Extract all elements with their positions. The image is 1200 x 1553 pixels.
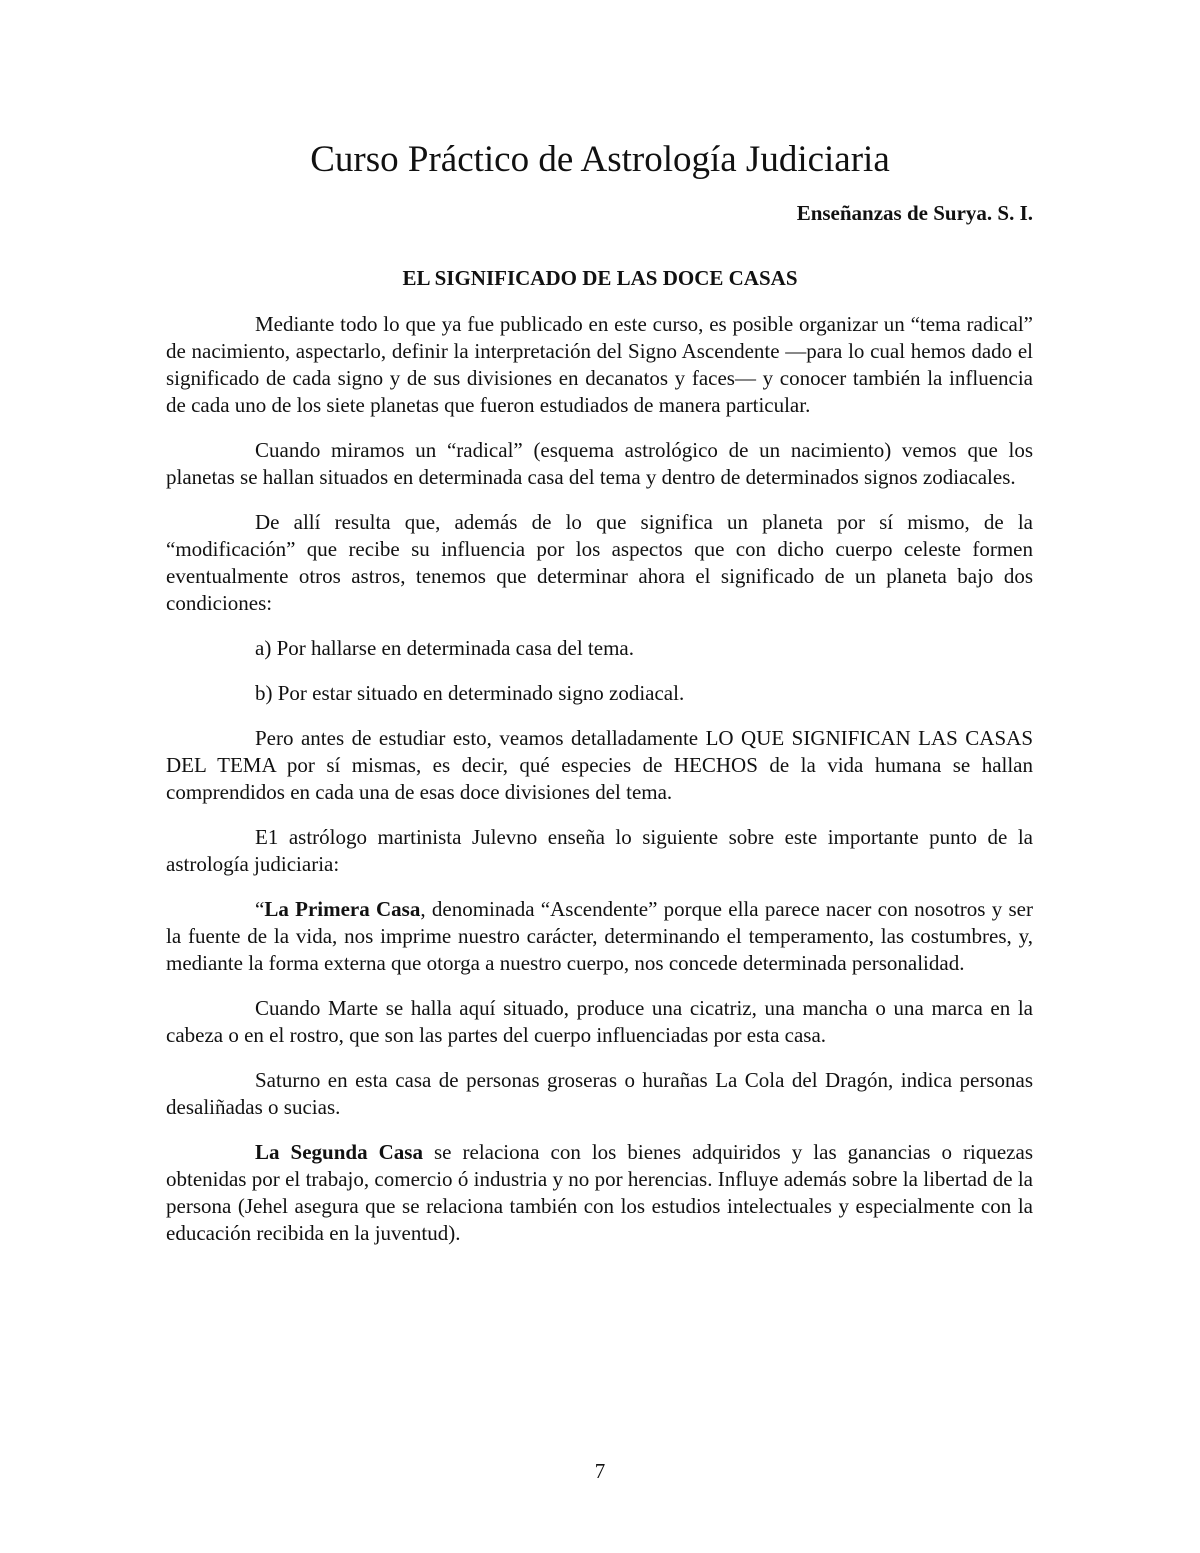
paragraph: Saturno en esta casa de personas groseras o hurañas La Cola del Dragón, indica personas desaliñadas o sucias. [166,1068,1033,1119]
paragraph-segunda-casa [166,1139,1033,1247]
segunda-casa-text: se relaciona con los bienes adquiridos y las ganancias o riquezas obtenidas por el trabajo, comercio ó industria y no por herencias. Influye además sobre la libertad de la persona (Jehel asegura que se relaciona también con los estudios intelectuales y especialmente con la educación recibida en la juventud). [166,1140,1033,1245]
open-quote: “ [255,897,265,921]
body-text [166,311,1033,1265]
paragraph-primera-casa [166,896,1033,977]
document-title: Curso Práctico de Astrología Judiciaria [310,139,890,180]
paragraph: Mediante todo lo que ya fue publicado en este curso, es posible organizar un “tema radical” de nacimiento, aspectarlo, definir la interpretación del Signo Ascendente —para lo cual hemos dado el significado de cada signo y de sus divisiones en decanatos y faces— y conocer también la influencia de cada uno de los siete planetas que fueron estudiados de manera particular. [166,312,1033,417]
paragraph: Cuando miramos un “radical” (esquema astrológico de un nacimiento) vemos que los planetas se hallan situados en determinada casa del tema y dentro de determinados signos zodiacales. [166,438,1033,489]
paragraph: Pero antes de estudiar esto, veamos detalladamente LO QUE SIGNIFICAN LAS CASAS DEL TEMA por sí mismas, es decir, qué especies de HECHOS de la vida humana se hallan comprendidos en cada una de esas doce divisiones del tema. [166,726,1033,804]
document-subtitle: Enseñanzas de Surya. S. I. [796,201,1033,225]
paragraph: Cuando Marte se halla aquí situado, produce una cicatriz, una mancha o una marca en la cabeza o en el rostro, que son las partes del cuerpo influenciadas por esta casa. [166,996,1033,1047]
list-item: b) Por estar situado en determinado signo zodiacal. [255,681,685,705]
paragraph: E1 astrólogo martinista Julevno enseña lo siguiente sobre este importante punto de la astrología judiciaria: [166,825,1033,876]
primera-casa-text: , denominada “Ascendente” porque ella parece nacer con nosotros y ser la fuente de la vida, nos imprime nuestro carácter, determinando el temperamento, las costumbres, y, mediante la forma externa que otorga a nuestro cuerpo, nos concede determinada personalidad. [166,897,1033,975]
primera-casa-label: La Primera Casa [264,897,421,921]
segunda-casa-label: La Segunda Casa [255,1140,423,1164]
list-item: a) Por hallarse en determinada casa del tema. [255,636,634,660]
paragraph: De allí resulta que, además de lo que significa un planeta por sí mismo, de la “modificación” que recibe su influencia por los aspectos que con dicho cuerpo celeste formen eventualmente otros astros, tenemos que determinar ahora el significado de un planeta bajo dos condiciones: [166,510,1033,615]
section-heading: EL SIGNIFICADO DE LAS DOCE CASAS [402,266,798,290]
page-number: 7 [594,1459,606,1483]
